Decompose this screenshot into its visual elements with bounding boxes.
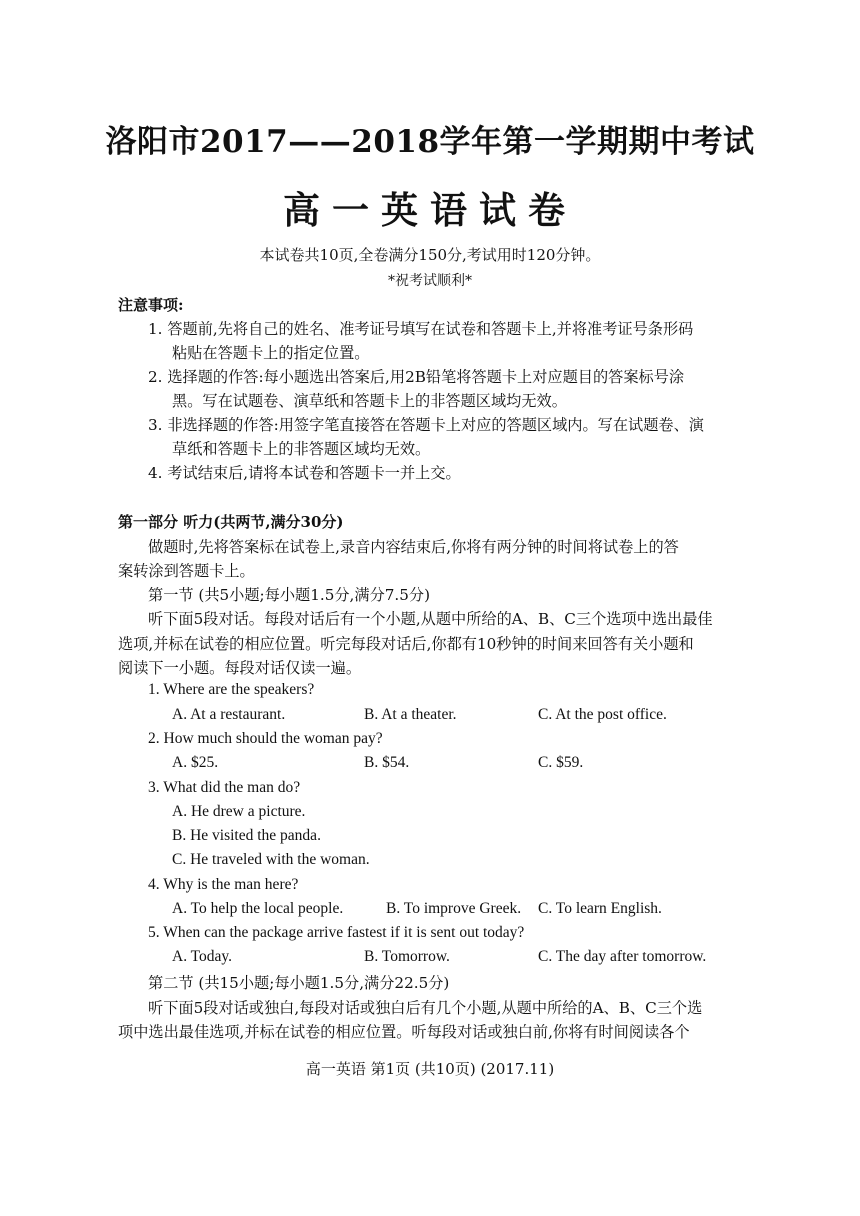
question-5: 5. When can the package arrive fastest if it is sent out today? [148, 924, 525, 941]
question-2-option-a: A. $25. [172, 754, 219, 771]
note-item-3-line1: 3. 非选择题的作答:用签字笔直接答在答题卡上对应的答题区域内。写在试题卷、演 [148, 416, 704, 434]
question-5-option-a: A. Today. [172, 948, 233, 965]
section1-line3: 阅读下一小题。每段对话仅读一遍。 [118, 659, 361, 677]
section2-heading: 第二节 (共15小题;每小题1.5分,满分22.5分) [148, 974, 450, 992]
section1-line2: 选项,并标在试卷的相应位置。听完每段对话后,你都有10秒钟的时间来回答有关小题和 [118, 635, 694, 653]
note-item-2-line1: 2. 选择题的作答:每小题选出答案后,用2B铅笔将答题卡上对应题目的答案标号涂 [148, 368, 685, 386]
question-2-option-c: C. $59. [538, 754, 584, 771]
exam-info: 本试卷共10页,全卷满分150分,考试用时120分钟。 [259, 246, 601, 264]
exam-title: 洛阳市2017——2018学年第一学期期中考试 [105, 124, 755, 160]
notes-heading: 注意事项: [118, 296, 184, 314]
exam-wish: *祝考试顺利* [388, 273, 472, 289]
exam-subtitle: 高一英语试卷 [283, 188, 577, 232]
question-1-option-b: B. At a theater. [364, 706, 457, 723]
page-footer: 高一英语 第1页 (共10页) (2017.11) [305, 1060, 555, 1078]
note-item-3-line2: 草纸和答题卡上的非答题区域均无效。 [172, 440, 431, 458]
question-4-option-c: C. To learn English. [538, 900, 662, 917]
part1-intro-line1: 做题时,先将答案标在试卷上,录音内容结束后,你将有两分钟的时间将试卷上的答 [148, 538, 679, 556]
question-5-option-c: C. The day after tomorrow. [538, 948, 707, 965]
note-item-4-line1: 4. 考试结束后,请将本试卷和答题卡一并上交。 [148, 464, 461, 482]
part1-intro-line2: 案转涂到答题卡上。 [118, 562, 255, 580]
section2-line2: 项中选出最佳选项,并标在试卷的相应位置。听每段对话或独白前,你将有时间阅读各个 [118, 1023, 690, 1041]
question-2: 2. How much should the woman pay? [148, 730, 383, 747]
question-2-option-b: B. $54. [364, 754, 410, 771]
section2-line1: 听下面5段对话或独白,每段对话或独白后有几个小题,从题中所给的A、B、C三个选 [148, 999, 703, 1017]
question-1-option-a: A. At a restaurant. [172, 706, 286, 723]
question-3-option-c: C. He traveled with the woman. [172, 851, 370, 868]
question-1-option-c: C. At the post office. [538, 706, 667, 723]
section1-line1: 听下面5段对话。每段对话后有一个小题,从题中所给的A、B、C三个选项中选出最佳 [148, 610, 713, 628]
question-3-option-b: B. He visited the panda. [172, 827, 321, 844]
question-3: 3. What did the man do? [148, 779, 301, 796]
note-item-1-line1: 1. 答题前,先将自己的姓名、准考证号填写在试卷和答题卡上,并将准考证号条形码 [148, 320, 694, 338]
note-item-1-line2: 粘贴在答题卡上的指定位置。 [172, 344, 370, 362]
question-3-option-a: A. He drew a picture. [172, 803, 306, 820]
note-item-2-line2: 黑。写在试题卷、演草纸和答题卡上的非答题区域均无效。 [172, 392, 567, 410]
question-5-option-b: B. Tomorrow. [364, 948, 450, 965]
section1-heading: 第一节 (共5小题;每小题1.5分,满分7.5分) [148, 586, 431, 604]
part1-heading: 第一部分 听力(共两节,满分30分) [118, 513, 344, 531]
question-4: 4. Why is the man here? [148, 876, 299, 893]
question-4-option-b: B. To improve Greek. [386, 900, 522, 917]
question-1: 1. Where are the speakers? [148, 681, 315, 698]
question-4-option-a: A. To help the local people. [172, 900, 344, 917]
